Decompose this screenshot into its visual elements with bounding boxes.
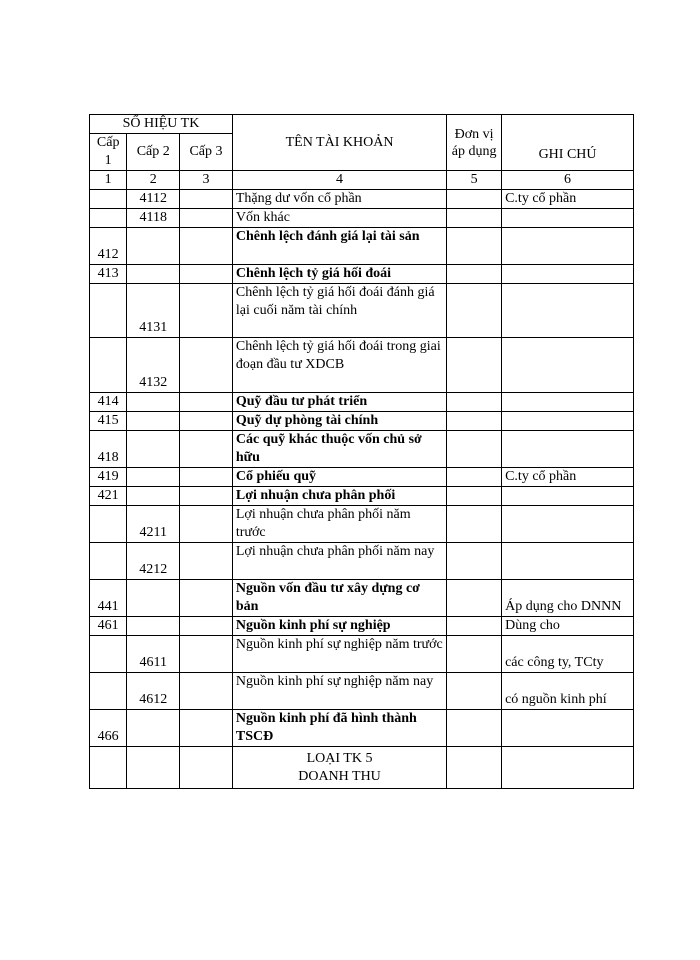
note: Dùng cho	[502, 617, 634, 636]
applicable-unit	[447, 636, 502, 673]
header-ten-tai-khoan: TÊN TÀI KHOẢN	[232, 115, 446, 171]
column-number: 6	[502, 171, 634, 190]
account-level-2: 4212	[127, 543, 180, 580]
table-row	[90, 209, 634, 228]
account-name: Nguồn kinh phí sự nghiệp năm trước	[232, 636, 446, 673]
note	[502, 284, 634, 338]
account-level-3	[180, 636, 233, 673]
account-name: Cổ phiếu quỹ	[232, 468, 446, 487]
column-number: 2	[127, 171, 180, 190]
account-level-3	[180, 617, 233, 636]
account-level-1: 413	[90, 265, 127, 284]
account-level-1: 461	[90, 617, 127, 636]
table-row	[90, 431, 634, 468]
account-level-3	[180, 393, 233, 412]
applicable-unit	[447, 617, 502, 636]
account-level-3	[180, 190, 233, 209]
table-row	[90, 412, 634, 431]
applicable-unit	[447, 673, 502, 710]
account-table	[89, 114, 634, 789]
table-row	[90, 617, 634, 636]
column-number: 3	[180, 171, 233, 190]
empty-cell	[502, 747, 634, 789]
account-name: Lợi nhuận chưa phân phối năm nay	[232, 543, 446, 580]
account-name: Vốn khác	[232, 209, 446, 228]
account-name: Nguồn kinh phí sự nghiệp	[232, 617, 446, 636]
account-level-3	[180, 673, 233, 710]
note	[502, 338, 634, 393]
column-number: 4	[232, 171, 446, 190]
table-row	[90, 190, 634, 209]
empty-cell	[127, 747, 180, 789]
account-level-3	[180, 431, 233, 468]
account-level-3	[180, 487, 233, 506]
account-level-1	[90, 284, 127, 338]
header-cap-2: Cấp 2	[127, 134, 180, 171]
account-level-2: 4132	[127, 338, 180, 393]
note	[502, 543, 634, 580]
account-level-2	[127, 710, 180, 747]
table-row	[90, 468, 634, 487]
section-title	[232, 747, 446, 789]
account-level-1	[90, 209, 127, 228]
account-level-2	[127, 228, 180, 265]
account-level-2	[127, 580, 180, 617]
account-level-2: 4611	[127, 636, 180, 673]
table-row	[90, 393, 634, 412]
header-so-hieu-tk: SỐ HIỆU TK	[90, 115, 233, 134]
applicable-unit	[447, 506, 502, 543]
account-name: Lợi nhuận chưa phân phối	[232, 487, 446, 506]
section-title-line-1: LOẠI TK 5	[306, 750, 373, 766]
account-level-3	[180, 543, 233, 580]
table-row	[90, 265, 634, 284]
note: C.ty cổ phần	[502, 190, 634, 209]
account-level-2: 4211	[127, 506, 180, 543]
header-ghi-chu: GHI CHÚ	[502, 115, 634, 171]
account-level-1: 441	[90, 580, 127, 617]
account-level-3	[180, 284, 233, 338]
account-level-1: 415	[90, 412, 127, 431]
note: C.ty cổ phần	[502, 468, 634, 487]
table-row	[90, 338, 634, 393]
account-level-2	[127, 468, 180, 487]
header-cap-1: Cấp 1	[90, 134, 127, 171]
account-level-3	[180, 265, 233, 284]
account-level-1	[90, 673, 127, 710]
note: Áp dụng cho DNNN	[502, 580, 634, 617]
account-table-body	[90, 171, 634, 789]
note	[502, 209, 634, 228]
header-cap-3: Cấp 3	[180, 134, 233, 171]
applicable-unit	[447, 190, 502, 209]
applicable-unit	[447, 338, 502, 393]
account-name: Các quỹ khác thuộc vốn chủ sở hữu	[232, 431, 446, 468]
account-name: Chênh lệch tỷ giá hối đoái đánh giá lại cuối năm tài chính	[232, 284, 446, 338]
account-level-1	[90, 506, 127, 543]
note: các công ty, TCty	[502, 636, 634, 673]
applicable-unit	[447, 487, 502, 506]
empty-cell	[90, 747, 127, 789]
account-level-3	[180, 506, 233, 543]
applicable-unit	[447, 265, 502, 284]
table-row	[90, 284, 634, 338]
table-row	[90, 228, 634, 265]
account-level-1	[90, 338, 127, 393]
header-don-vi-ap-dung: Đơn vị áp dụng	[447, 115, 502, 171]
account-level-2	[127, 431, 180, 468]
account-level-1: 418	[90, 431, 127, 468]
column-number: 1	[90, 171, 127, 190]
account-name: Thặng dư vốn cổ phần	[232, 190, 446, 209]
table-row	[90, 487, 634, 506]
account-level-1: 466	[90, 710, 127, 747]
note	[502, 506, 634, 543]
account-name: Nguồn vốn đầu tư xây dựng cơ bản	[232, 580, 446, 617]
account-level-1	[90, 636, 127, 673]
account-level-1	[90, 543, 127, 580]
account-level-1: 421	[90, 487, 127, 506]
account-level-1: 412	[90, 228, 127, 265]
applicable-unit	[447, 412, 502, 431]
note	[502, 487, 634, 506]
account-level-1: 419	[90, 468, 127, 487]
note	[502, 431, 634, 468]
table-row	[90, 543, 634, 580]
account-level-2: 4112	[127, 190, 180, 209]
account-level-3	[180, 209, 233, 228]
account-level-2: 4612	[127, 673, 180, 710]
account-level-2	[127, 412, 180, 431]
account-level-3	[180, 468, 233, 487]
applicable-unit	[447, 284, 502, 338]
applicable-unit	[447, 710, 502, 747]
note	[502, 393, 634, 412]
account-level-3	[180, 228, 233, 265]
applicable-unit	[447, 393, 502, 412]
note	[502, 710, 634, 747]
empty-cell	[447, 747, 502, 789]
account-name: Chênh lệch tỷ giá hối đoái	[232, 265, 446, 284]
note	[502, 265, 634, 284]
note	[502, 412, 634, 431]
account-level-1	[90, 190, 127, 209]
note: có nguồn kinh phí	[502, 673, 634, 710]
section-row	[90, 747, 634, 789]
table-row	[90, 710, 634, 747]
account-name: Chênh lệch đánh giá lại tài sản	[232, 228, 446, 265]
applicable-unit	[447, 580, 502, 617]
account-level-1: 414	[90, 393, 127, 412]
applicable-unit	[447, 468, 502, 487]
column-number-row	[90, 171, 634, 190]
account-name: Quỹ dự phòng tài chính	[232, 412, 446, 431]
column-number: 5	[447, 171, 502, 190]
account-level-3	[180, 710, 233, 747]
account-name: Nguồn kinh phí sự nghiệp năm nay	[232, 673, 446, 710]
account-level-2	[127, 487, 180, 506]
account-name: Quỹ đầu tư phát triển	[232, 393, 446, 412]
table-row	[90, 636, 634, 673]
table-row	[90, 580, 634, 617]
applicable-unit	[447, 228, 502, 265]
table-row	[90, 673, 634, 710]
account-level-2	[127, 617, 180, 636]
applicable-unit	[447, 431, 502, 468]
note	[502, 228, 634, 265]
account-level-2	[127, 393, 180, 412]
account-name: Nguồn kinh phí đã hình thành TSCĐ	[232, 710, 446, 747]
account-level-3	[180, 338, 233, 393]
account-level-3	[180, 580, 233, 617]
account-level-2	[127, 265, 180, 284]
account-level-2: 4118	[127, 209, 180, 228]
empty-cell	[180, 747, 233, 789]
table-row	[90, 506, 634, 543]
account-name: Chênh lệch tỷ giá hối đoái trong giai đoạn đầu tư XDCB	[232, 338, 446, 393]
applicable-unit	[447, 209, 502, 228]
account-level-3	[180, 412, 233, 431]
section-title-line-2: DOANH THU	[298, 768, 381, 784]
account-name: Lợi nhuận chưa phân phối năm trước	[232, 506, 446, 543]
account-level-2: 4131	[127, 284, 180, 338]
applicable-unit	[447, 543, 502, 580]
